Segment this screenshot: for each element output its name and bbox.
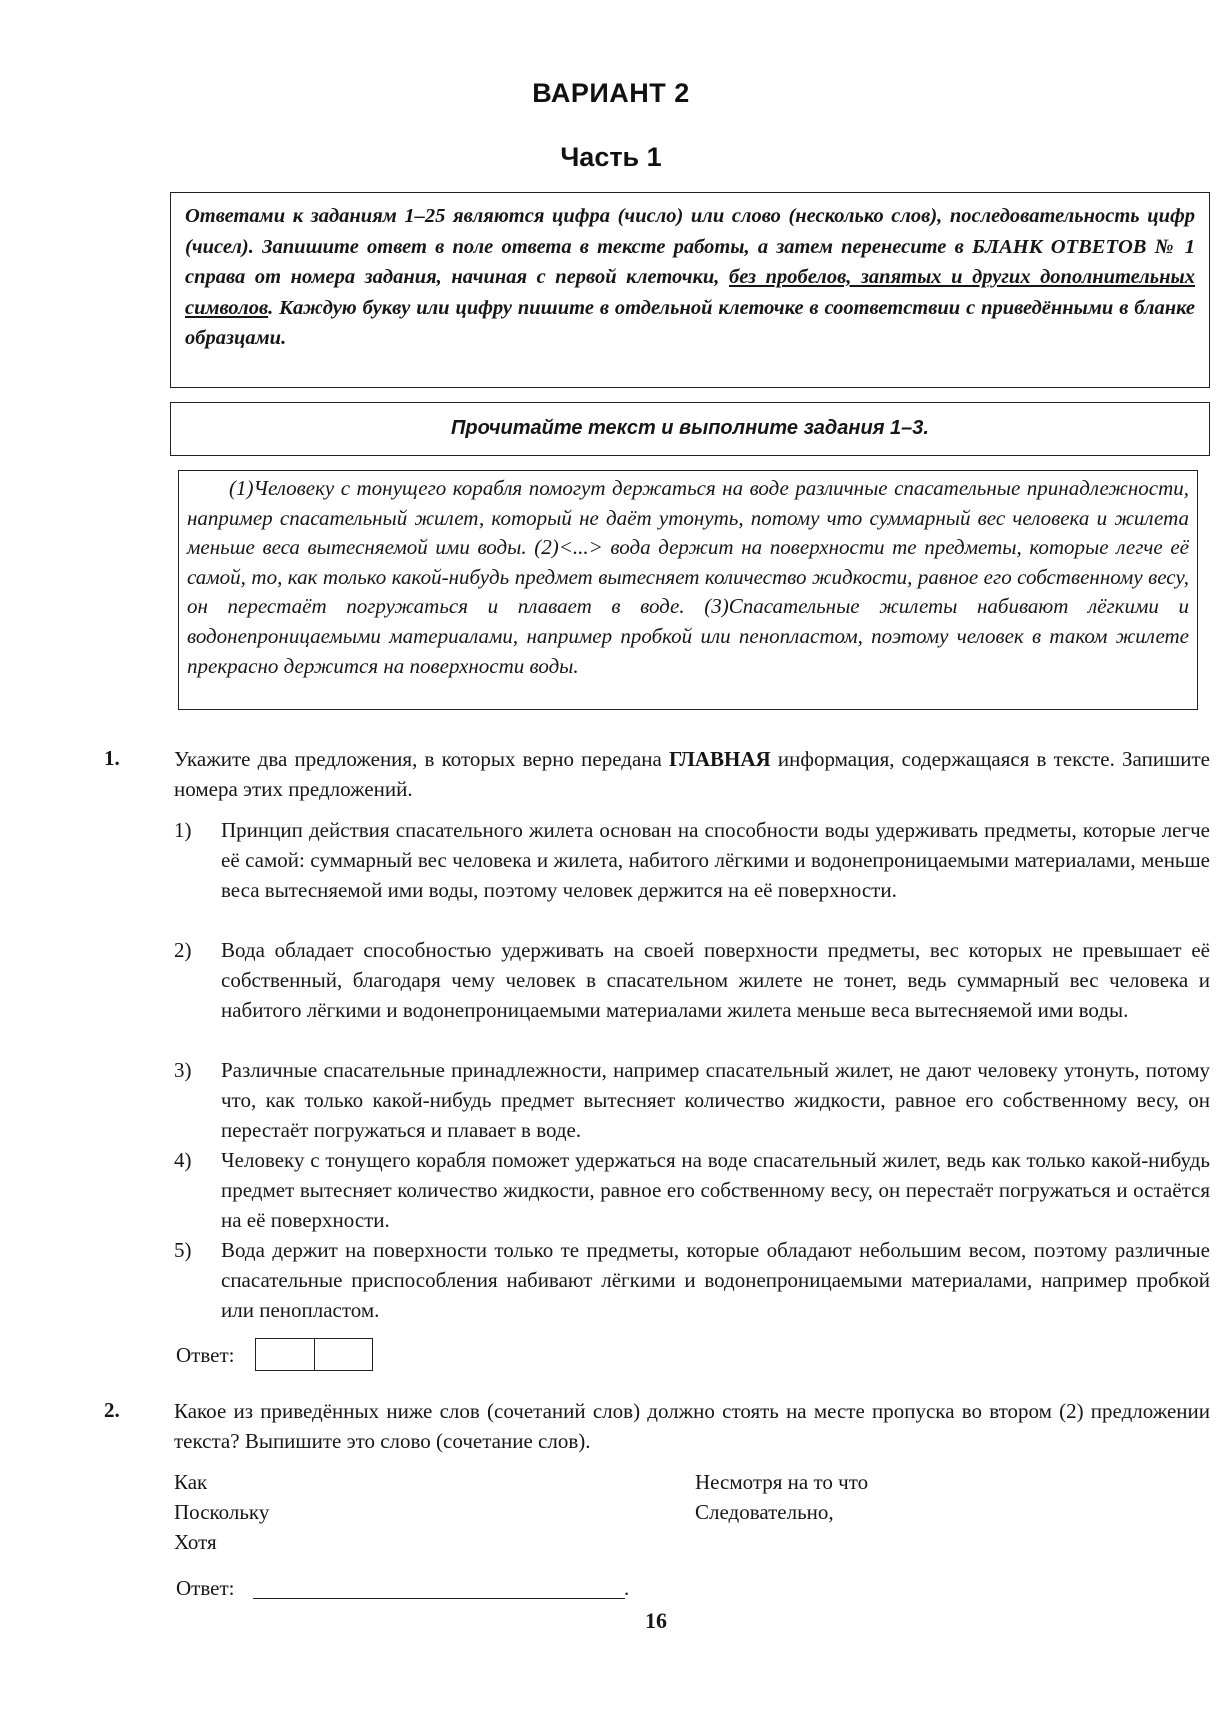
option-text: Человеку с тонущего корабля поможет удержаться на воде спасательный жилет, ведь как только какой-нибудь предмет вытесняет количество жидкости, равное его собственному весу, он перестаёт погружаться и остаётся на её поверхности. [221,1148,1210,1232]
instructions-underlined: без пробелов, запятых и других дополнительных символов [185,266,1196,319]
task-1-number: 1. [104,746,120,770]
task-1-prompt-start: Укажите два предложения, в которых верно передана [174,747,670,771]
part-title: Часть 1 [560,142,662,172]
option-number: 4) [174,1148,192,1172]
task-1-answer-cells[interactable] [255,1338,373,1371]
task-1-prompt-bold: ГЛАВНАЯ [669,747,771,771]
task-1-option [174,935,1210,1025]
task-1-option [174,1235,1210,1325]
task-2-answer-label: Ответ: [176,1576,235,1600]
word-option: Несмотря на то что [695,1470,869,1494]
word-option: Хотя [174,1530,217,1554]
read-prompt: Прочитайте текст и выполните задания 1–3. [451,417,929,439]
task-1-prompt [174,744,1210,804]
option-text: Принцип действия спасательного жилета основан на способности воды удерживать предметы, которые легче её самой: суммарный вес человека и жилета, набитого лёгкими и водонепроницаемыми материалами, меньше веса вытесняемой ими воды, поэтому человек держится на её поверхности. [221,818,1210,902]
word-option: Следовательно, [695,1500,834,1524]
answer-cell[interactable] [256,1339,314,1370]
option-text: Вода держит на поверхности только те предметы, которые обладают небольшим весом, поэтому различные спасательные приспособления набивают лёгкими и водонепроницаемыми материалами, например пробкой или пенопластом. [221,1238,1210,1322]
task-1-option [174,1055,1210,1145]
task-1-answer-label: Ответ: [176,1343,235,1367]
task-2-prompt: Какое из приведённых ниже слов (сочетаний слов) должно стоять на месте пропуска во втором (2) предложении текста? Выпишите это слово (сочетание слов). [174,1399,1210,1453]
option-text: Различные спасательные принадлежности, например спасательный жилет, не дают человеку утонуть, потому что, как только какой-нибудь предмет вытесняет количество жидкости, равное его собственному весу, он перестаёт погружаться и плавает в воде. [221,1058,1210,1142]
word-option: Поскольку [174,1500,270,1524]
task-2-answer-line[interactable] [253,1598,625,1599]
page-number: 16 [645,1608,667,1633]
option-number: 3) [174,1058,192,1082]
task-1-option [174,815,1210,905]
option-text: Вода обладает способностью удерживать на своей поверхности предметы, вес которых не превышает её собственный, благодаря чему человек в спасательном жилете не тонет, ведь суммарный вес человека и набитого лёгкими и водонепроницаемыми материалами жилета меньше веса вытесняемой ими воды. [221,938,1210,1022]
task-1-option [174,1145,1210,1235]
option-number: 2) [174,938,192,962]
task-2-answer-end: . [624,1576,630,1600]
variant-title: ВАРИАНТ 2 [532,78,690,108]
read-prompt-box [170,402,1210,456]
instructions-text: Ответами к заданиям 1–25 являются цифра (число) или слово (несколько слов), последовательность цифр (чисел). Запишите ответ в поле ответа в тексте работы, а затем перенесите в БЛАНК ОТВЕТОВ № 1 справа от номера задания, начиная с первой клеточки, [185,205,1195,288]
answer-cell[interactable] [314,1339,373,1370]
passage-box [178,470,1198,710]
instructions-text-end: . Каждую букву или цифру пишите в отдельной клеточке в соответствии с приведёнными в бланке образцами. [185,296,1195,349]
passage-text: (1)Человеку с тонущего корабля помогут держаться на воде различные спасательные принадлежности, например спасательный жилет, который не даёт утонуть, потому что суммарный вес человека и жилета меньше веса вытесняемой ими воды. (2)<...> вода держит на поверхности те предметы, которые легче её самой, то, как только какой-нибудь предмет вытесняет количество жидкости, равное его собственному весу, он перестаёт погружаться и плавает в воде. (3)Спасательные жилеты набивают лёгкими и водонепроницаемыми материалами, например пробкой или пенопластом, поэтому человек в таком жилете прекрасно держится на поверхности воды. [187,476,1189,678]
word-option: Как [174,1470,208,1494]
instructions-box [170,192,1210,388]
option-number: 1) [174,818,192,842]
task-2-number: 2. [104,1398,120,1422]
task-1-prompt-end: информация, содержащаяся в тексте. Запишите номера этих предложений. [174,747,1210,801]
option-number: 5) [174,1238,192,1262]
